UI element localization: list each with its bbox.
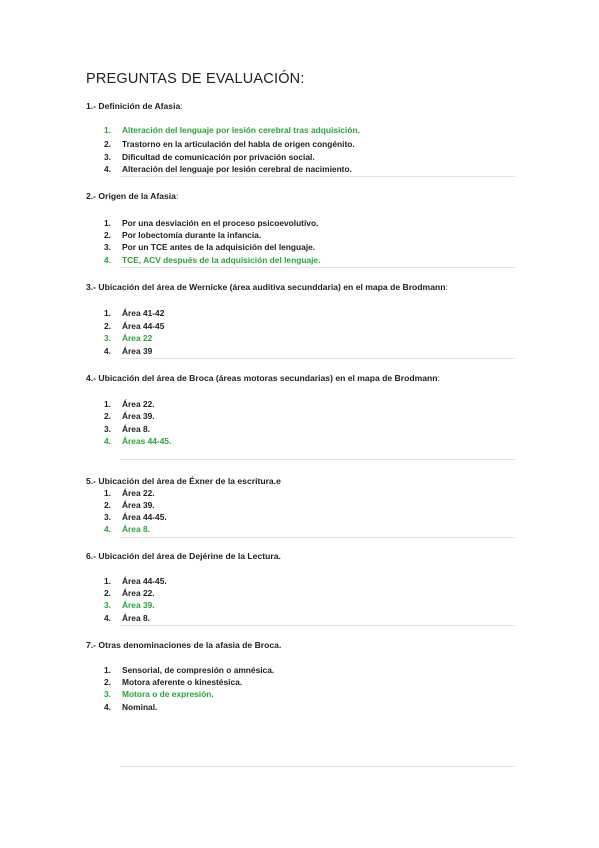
question-3-option-2: 2. Área 44-45	[104, 321, 165, 331]
question-1-option-3: 3. Dificultad de comunicación por privación social.	[104, 152, 315, 162]
question-6-option-3: 3. Área 39.	[104, 600, 155, 610]
question-1-option-1: 1. Alteración del lenguaje por lesión cerebral tras adquisición.	[104, 125, 360, 135]
question-6-option-2: 2. Área 22.	[104, 588, 155, 598]
question-1-option-2: 2. Trastorno en la articulación del habla de origen congénito.	[104, 139, 355, 149]
question-3-option-3: 3. Área 22	[104, 333, 153, 343]
question-3-option-1: 1. Área 41-42	[104, 308, 165, 318]
question-4-option-3: 3. Área 8.	[104, 424, 150, 434]
divider	[120, 459, 516, 460]
question-7-option-3: 3. Motora o de expresión.	[104, 689, 214, 699]
question-4-option-2: 2. Área 39.	[104, 411, 155, 421]
question-7-heading: 7.- Otras denominaciones de la afasia de Broca.	[86, 640, 282, 650]
divider	[120, 267, 516, 268]
question-2-option-4: 4. TCE, ACV después de la adquisición del lenguaje.	[104, 255, 321, 265]
question-7-option-2: 2. Motora aferente o kinestésica.	[104, 677, 243, 687]
divider	[120, 537, 516, 538]
question-7-option-4: 4. Nominal.	[104, 702, 158, 712]
question-5-heading: 5.- Ubicación del área de Éxner de la escritura.e	[86, 476, 281, 486]
question-2-option-2: 2. Por lobectomía durante la infancia.	[104, 230, 262, 240]
question-3-heading: 3.- Ubicación del área de Wernicke (área auditiva secunddaria) en el mapa de Brodmann:	[86, 282, 448, 292]
question-4-heading: 4.- Ubicación del área de Broca (áreas motoras secundarias) en el mapa de Brodmann:	[86, 373, 440, 383]
question-6-heading: 6.- Ubicación del área de Dejérine de la Lectura.	[86, 551, 281, 561]
question-6-option-1: 1. Área 44-45.	[104, 576, 167, 586]
question-6-option-4: 4. Área 8.	[104, 613, 150, 623]
question-2-option-3: 3. Por un TCE antes de la adquisición del lenguaje.	[104, 242, 316, 252]
question-1-heading: 1.- Definición de Afasia:	[86, 101, 183, 111]
question-5-option-3: 3. Área 44-45.	[104, 512, 167, 522]
divider	[120, 625, 516, 626]
question-2-option-1: 1. Por una desviación en el proceso psicoevolutivo.	[104, 218, 319, 228]
question-1-option-4: 4. Alteración del lenguaje por lesión cerebral de nacimiento.	[104, 164, 352, 174]
question-5-option-1: 1. Área 22.	[104, 488, 155, 498]
question-4-option-4: 4. Áreas 44-45.	[104, 436, 172, 446]
question-3-option-4: 4. Área 39	[104, 346, 153, 356]
question-7-option-1: 1. Sensorial, de compresión o amnésica.	[104, 665, 275, 675]
page-title: PREGUNTAS DE EVALUACIÓN:	[86, 71, 305, 87]
question-4-option-1: 1. Área 22.	[104, 399, 155, 409]
question-5-option-4: 4. Área 8.	[104, 524, 150, 534]
question-5-option-2: 2. Área 39.	[104, 500, 155, 510]
divider	[120, 766, 516, 767]
question-2-heading: 2.- Origen de la Afasia:	[86, 191, 179, 201]
divider	[120, 358, 516, 359]
divider	[120, 176, 516, 177]
